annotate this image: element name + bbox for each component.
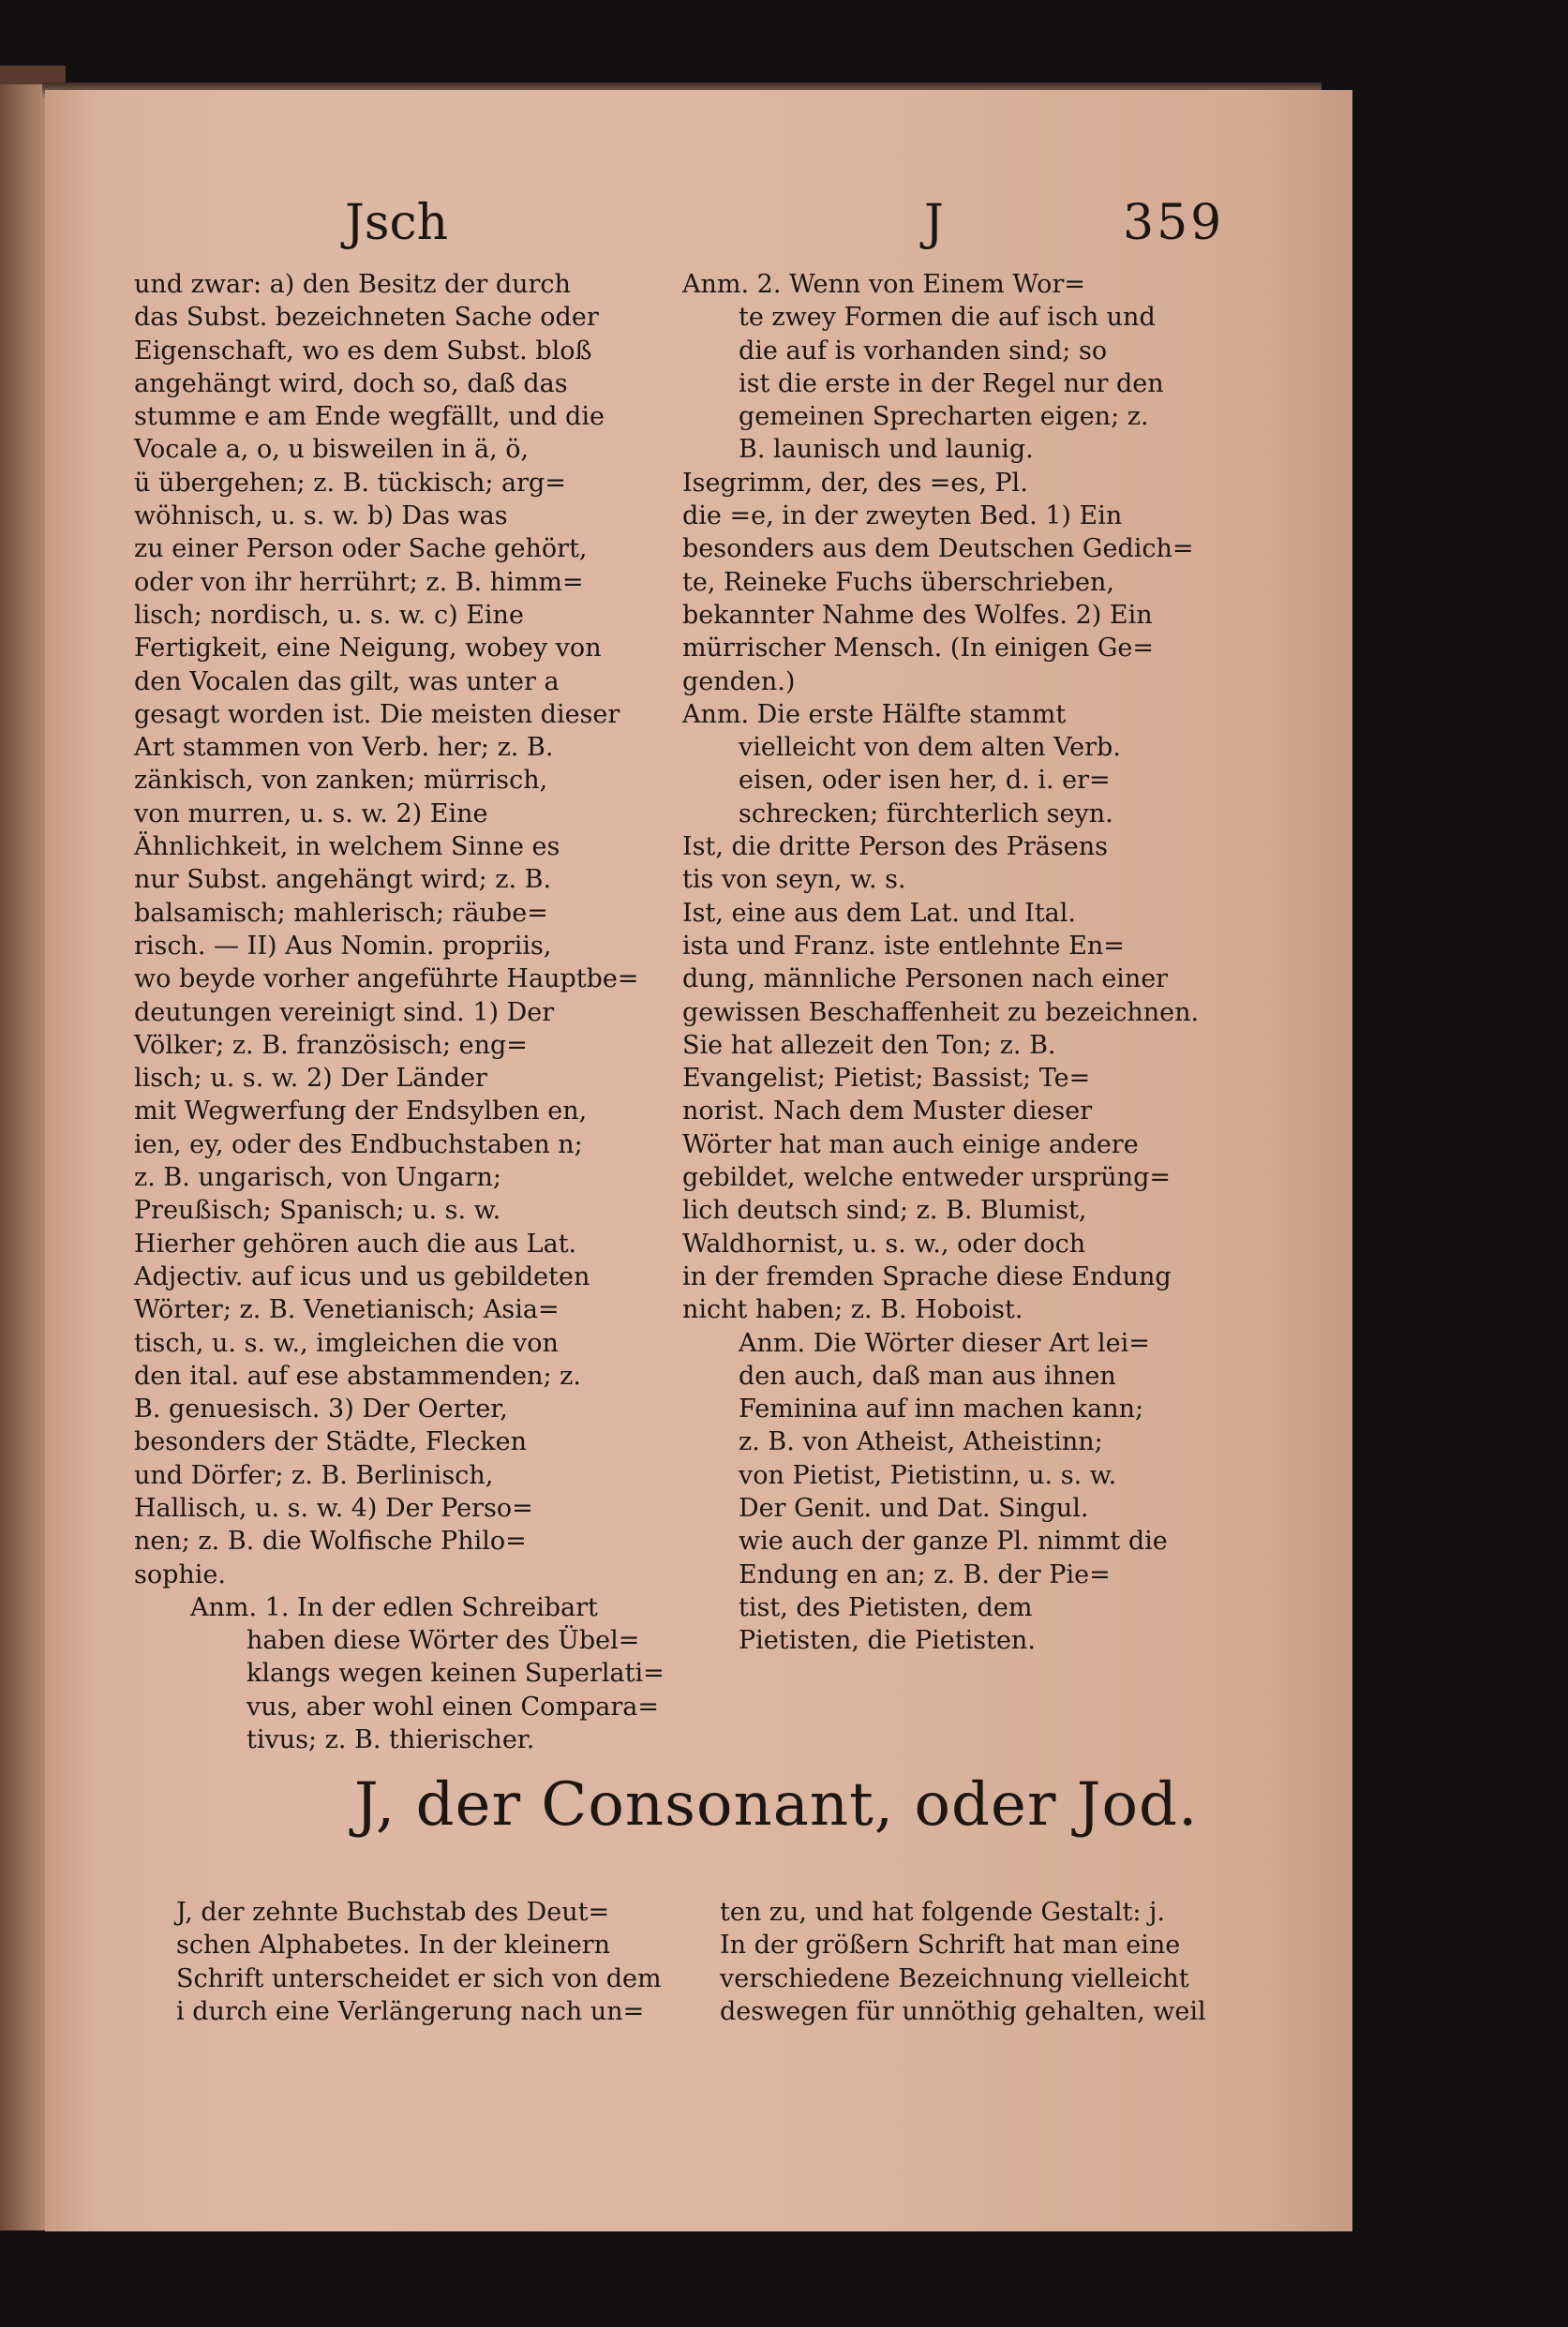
text-line: Fertigkeit, eine Neigung, wobey von	[134, 634, 602, 664]
text-line: ist die erste in der Regel nur den	[739, 368, 1164, 398]
text-line: J, der zehnte Buchstab des Deut=	[176, 1898, 610, 1927]
text-line: Sie hat allezeit den Ton; z. B.	[682, 1030, 1056, 1060]
book-page	[45, 90, 1352, 2231]
text-line: tivus; z. B. thierischer.	[246, 1725, 535, 1755]
text-line: genden.)	[682, 666, 796, 696]
text-line: besonders aus dem Deutschen Gedich=	[682, 534, 1194, 564]
right-column	[682, 268, 1199, 1657]
text-line: die auf is vorhanden sind; so	[739, 336, 1108, 365]
text-line: Adjectiv. auf icus und us gebildeten	[134, 1261, 590, 1291]
text-line: Vocale a, o, u bisweilen in ä, ö,	[134, 435, 530, 465]
text-line: lich deutsch sind; z. B. Blumist,	[682, 1196, 1087, 1226]
text-line: sophie.	[134, 1559, 226, 1589]
text-line: die =e, in der zweyten Bed. 1) Ein	[682, 501, 1123, 531]
text-line: i durch eine Verlängerung nach un=	[176, 1996, 645, 2026]
text-line: das Subst. bezeichneten Sache oder	[134, 303, 599, 333]
text-line: In der größern Schrift hat man eine	[720, 1931, 1181, 1961]
text-line: ü übergehen; z. B. tückisch; arg=	[134, 468, 566, 498]
text-line: und Dörfer; z. B. Berlinisch,	[134, 1460, 494, 1490]
text-line: risch. — II) Aus Nomin. propriis,	[134, 931, 552, 961]
text-line: nicht haben; z. B. Hoboist.	[682, 1295, 1023, 1325]
text-line: Wörter; z. B. Venetianisch; Asia=	[134, 1295, 560, 1325]
text-line: Anm. Die Wörter dieser Art lei=	[739, 1328, 1150, 1358]
running-head-letter: J	[924, 195, 944, 251]
text-line: tis von seyn, w. s.	[682, 865, 906, 895]
text-line: in der fremden Sprache diese Endung	[682, 1261, 1172, 1291]
text-line: vielleicht von dem alten Verb.	[739, 733, 1121, 763]
text-line: klangs wegen keinen Superlati=	[246, 1659, 665, 1689]
text-line: oder von ihr herrührt; z. B. himm=	[134, 567, 584, 597]
text-line: gewissen Beschaffenheit zu bezeichnen.	[682, 997, 1200, 1027]
text-line: deutungen vereinigt sind. 1) Der	[134, 997, 555, 1027]
text-line: lisch; u. s. w. 2) Der Länder	[134, 1064, 487, 1094]
text-line: z. B. ungarisch, von Ungarn;	[134, 1163, 502, 1193]
text-line: angehängt wird, doch so, daß das	[134, 368, 568, 398]
running-head-left: Jsch	[345, 195, 449, 251]
text-line: wie auch der ganze Pl. nimmt die	[739, 1527, 1168, 1557]
left-column	[134, 268, 665, 1756]
text-line: eisen, oder isen her, d. i. er=	[739, 766, 1111, 796]
text-line: gesagt worden ist. Die meisten dieser	[134, 699, 620, 729]
text-line: Hallisch, u. s. w. 4) Der Perso=	[134, 1493, 533, 1523]
text-line: Ist, eine aus dem Lat. und Ital.	[682, 898, 1076, 928]
text-line: Anm. 2. Wenn von Einem Wor=	[682, 270, 1085, 299]
page-number: 359	[1123, 195, 1225, 251]
text-line: Der Genit. und Dat. Singul.	[739, 1493, 1089, 1523]
text-line: haben diese Wörter des Übel=	[246, 1626, 640, 1656]
text-line: Preußisch; Spanisch; u. s. w.	[134, 1196, 501, 1226]
text-line: gebildet, welche entweder ursprüng=	[682, 1163, 1171, 1193]
text-line: nen; z. B. die Wolfische Philo=	[134, 1527, 527, 1557]
text-line: ien, ey, oder des Endbuchstaben n;	[134, 1129, 583, 1159]
text-line: z. B. von Atheist, Atheistinn;	[739, 1427, 1103, 1457]
bottom-right-column	[720, 1896, 1206, 2028]
text-line: zu einer Person oder Sache gehört,	[134, 534, 588, 564]
text-line: Art stammen von Verb. her; z. B.	[134, 733, 554, 763]
text-line: verschiedene Bezeichnung vielleicht	[720, 1963, 1189, 1993]
text-line: Evangelist; Pietist; Bassist; Te=	[682, 1064, 1091, 1094]
text-line: Ähnlichkeit, in welchem Sinne es	[134, 832, 560, 862]
text-line: vus, aber wohl einen Compara=	[246, 1692, 659, 1722]
text-line: wöhnisch, u. s. w. b) Das was	[134, 501, 508, 531]
text-line: ten zu, und hat folgende Gestalt: j.	[720, 1898, 1165, 1927]
text-line: Ist, die dritte Person des Präsens	[682, 832, 1108, 862]
text-line: den Vocalen das gilt, was unter a	[134, 666, 560, 696]
text-line: bekannter Nahme des Wolfes. 2) Ein	[682, 600, 1153, 630]
bottom-left-column	[176, 1896, 662, 2028]
text-line: dung, männliche Personen nach einer	[682, 964, 1169, 994]
text-line: von Pietist, Pietistinn, u. s. w.	[739, 1460, 1117, 1490]
text-line: lisch; nordisch, u. s. w. c) Eine	[134, 600, 524, 630]
text-line: gemeinen Sprecharten eigen; z.	[739, 402, 1149, 432]
text-line: den ital. auf ese abstammenden; z.	[134, 1361, 581, 1391]
text-line: zänkisch, von zanken; mürrisch,	[134, 766, 548, 796]
text-line: te zwey Formen die auf isch und	[739, 303, 1156, 333]
text-line: und zwar: a) den Besitz der durch	[134, 270, 571, 299]
text-line: B. launisch und launig.	[739, 435, 1034, 465]
text-line: Isegrimm, der, des =es, Pl.	[682, 468, 1028, 498]
text-line: von murren, u. s. w. 2) Eine	[134, 798, 488, 828]
text-line: stumme e am Ende wegfällt, und die	[134, 402, 605, 432]
text-line: mürrischer Mensch. (In einigen Ge=	[682, 634, 1155, 664]
text-line: Wörter hat man auch einige andere	[682, 1129, 1139, 1159]
text-line: Eigenschaft, wo es dem Subst. bloß	[134, 336, 592, 365]
text-line: nur Subst. angehängt wird; z. B.	[134, 865, 552, 895]
text-line: schrecken; fürchterlich seyn.	[739, 798, 1113, 828]
text-line: Hierher gehören auch die aus Lat.	[134, 1229, 577, 1259]
text-line: den auch, daß man aus ihnen	[739, 1361, 1116, 1391]
text-line: tisch, u. s. w., imgleichen die von	[134, 1328, 559, 1358]
text-line: besonders der Städte, Flecken	[134, 1427, 528, 1457]
section-heading: J, der Consonant, oder Jod.	[354, 1770, 1199, 1840]
text-line: te, Reineke Fuchs überschrieben,	[682, 567, 1114, 597]
text-line: Pietisten, die Pietisten.	[739, 1626, 1036, 1656]
text-line: B. genuesisch. 3) Der Oerter,	[134, 1395, 508, 1425]
text-line: Anm. 1. In der edlen Schreibart	[190, 1592, 598, 1622]
text-line: balsamisch; mahlerisch; räube=	[134, 898, 548, 928]
text-line: Anm. Die erste Hälfte stammt	[682, 699, 1067, 729]
text-line: Völker; z. B. französisch; eng=	[134, 1030, 528, 1060]
text-line: wo beyde vorher angeführte Hauptbe=	[134, 964, 639, 994]
text-line: tist, des Pietisten, dem	[739, 1592, 1033, 1622]
text-line: deswegen für unnöthig gehalten, weil	[720, 1996, 1206, 2026]
text-line: Schrift unterscheidet er sich von dem	[176, 1963, 662, 1993]
text-line: norist. Nach dem Muster dieser	[682, 1096, 1093, 1126]
text-line: Endung en an; z. B. der Pie=	[739, 1559, 1111, 1589]
text-line: Waldhornist, u. s. w., oder doch	[682, 1229, 1086, 1259]
text-line: Feminina auf inn machen kann;	[739, 1395, 1144, 1425]
text-line: mit Wegwerfung der Endsylben en,	[134, 1096, 588, 1126]
text-line: schen Alphabetes. In der kleinern	[176, 1931, 610, 1961]
text-line: ista und Franz. iste entlehnte En=	[682, 931, 1125, 961]
